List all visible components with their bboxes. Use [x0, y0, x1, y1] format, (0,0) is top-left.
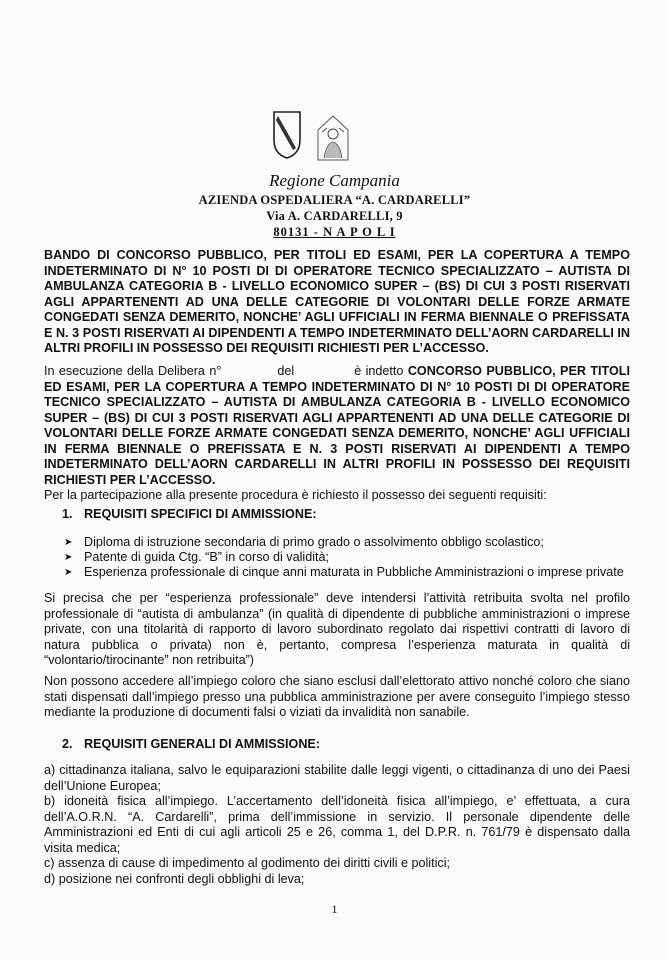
- hospital-address: Via A. CARDARELLI, 9: [266, 209, 403, 223]
- intro-closing: Per la partecipazione alla presente procedura è richiesto il possesso dei seguenti requisiti:: [44, 488, 547, 502]
- region-name: Regione Campania: [269, 171, 400, 190]
- list-item: ➤ Esperienza professionale di cinque anni maturata in Pubbliche Amministrazioni o imprese private: [64, 565, 624, 579]
- section-1-title: REQUISITI SPECIFICI DI AMMISSIONE:: [84, 507, 317, 521]
- list-item: d) posizione nei confronti degli obblighi di leva;: [44, 871, 305, 886]
- intro-paragraph: [44, 364, 630, 504]
- exclusion-paragraph: Non possono accedere all’impiego coloro che siano esclusi dall’elettorato attivo nonché coloro che siano stati dispensati dall’impiego presso una pubblica amministrazione per avere conseguito l’impiego stesso mediante la produzione di documenti falsi o viziati da invalidità non sanabile.: [44, 674, 630, 719]
- hospital-name: AZIENDA OSPEDALIERA “A. CARDARELLI”: [198, 193, 471, 207]
- intro-text-3: è indetto: [354, 364, 404, 378]
- arrow-bullet-icon: ➤: [64, 552, 73, 563]
- letterhead: [0, 170, 669, 240]
- experience-paragraph: Si precisa che per “esperienza professionale” deve intendersi l’attività retribuita svolta nel profilo professionale di “autista di ambulanza” (in qualità di dipendente di pubbliche amministrazioni o imprese private, con una titolarità di rapporto di lavoro subordinato regolato dai rispettivi contratti di lavoro di natura pubblica o privata) non è, pertanto, compresa l’esperienza maturata in qualità di “volontario/tirocinante” non retribuita”): [44, 591, 630, 667]
- hospital-emblem-icon: [316, 114, 350, 162]
- document-title: BANDO DI CONCORSO PUBBLICO, PER TITOLI ED ESAMI, PER LA COPERTURA A TEMPO INDETERMINATO DI N° 10 POSTI DI DI OPERATORE TECNICO SPECIALIZZATO – AUTISTA DI AMBULANZA CATEGORIA B - LIVELLO ECONOMICO SUPER – (BS) DI CUI 3 POSTI RISERVATI AGLI APPARTENENTI AD UNA DELLE CATEGORIE DI VOLONTARI DELLE FORZE ARMATE CONGEDATI SENZA DEMERITO, NONCHE’ AGLI UFFICIALI IN FERMA BIENNALE O PREFISSATA E N. 3 POSTI RISERVATI AI DIPENDENTI A TEMPO INDETERMINATO DELL’AORN CARDARELLI IN ALTRI PROFILI IN POSSESSO DEI REQUISITI RICHIESTI PER L’ACCESSO.: [44, 248, 630, 355]
- list-item: ➤ Diploma di istruzione secondaria di primo grado o assolvimento obbligo scolastico;: [64, 535, 544, 549]
- list-item: a) cittadinanza italiana, salvo le equiparazioni stabilite dalle leggi vigenti, o cittadinanza di uno dei Paesi dell’Unione Europea;: [44, 763, 630, 793]
- intro-text-1: In esecuzione della Delibera n°: [44, 364, 222, 378]
- section-2-heading: [62, 737, 320, 751]
- arrow-bullet-icon: ➤: [64, 537, 73, 548]
- list-item: c) assenza di cause di impedimento al godimento dei diritti civili e politici;: [44, 856, 450, 870]
- general-requirements-list: [44, 763, 630, 887]
- letterhead-logos: [0, 106, 669, 162]
- list-item: b) idoneità fisica all’impiego. L’accertamento dell’idoneità fisica all’impiego, e’ effettuata, a cura dell’A.O.R.N. “A. Cardarelli”, prima dell’immissione in servizio. Il personale dipendente delle Amministrazioni ed Enti di cui agli articoli 25 e 26, comma 1, del D.P.R. n. 761/79 è dispensato dalla visita medica;: [44, 794, 630, 855]
- list-item: ➤ Patente di guida Ctg. “B” in corso di validità;: [64, 550, 330, 564]
- intro-bold-text: CONCORSO PUBBLICO, PER TITOLI ED ESAMI, PER LA COPERTURA A TEMPO INDETERMINATO DI N° 10 POSTI DI DI OPERATORE TECNICO SPECIALIZZATO – AUTISTA DI AMBULANZA CATEGORIA B - LIVELLO ECONOMICO SUPER – (BS) DI CUI 3 POSTI RISERVATI AGLI APPARTENENTI AD UNA DELLE CATEGORIE DI VOLONTARI DELLE FORZE ARMATE CONGEDATI SENZA DEMERITO, NONCHE’ AGLI UFFICIALI IN FERMA BIENNALE O PREFISSATA E N. 3 POSTI RISERVATI AI DIPENDENTI A TEMPO INDETERMINATO DELL’AORN CARDARELLI IN ALTRI PROFILI IN POSSESSO DEI REQUISITI RICHIESTI PER L’ACCESSO.: [44, 364, 630, 487]
- regione-campania-shield-icon: [272, 110, 302, 160]
- section-2-number: 2.: [62, 737, 73, 751]
- hospital-city: 80131 - N A P O L I: [273, 225, 396, 239]
- section-2-title: REQUISITI GENERALI DI AMMISSIONE:: [84, 737, 321, 751]
- section-1-heading: [62, 507, 317, 521]
- page-number: 1: [331, 902, 338, 916]
- intro-text-2: del: [277, 364, 295, 378]
- section-1-number: 1.: [62, 507, 73, 521]
- arrow-bullet-icon: ➤: [64, 567, 73, 578]
- section-1-bullet-list: [64, 535, 634, 580]
